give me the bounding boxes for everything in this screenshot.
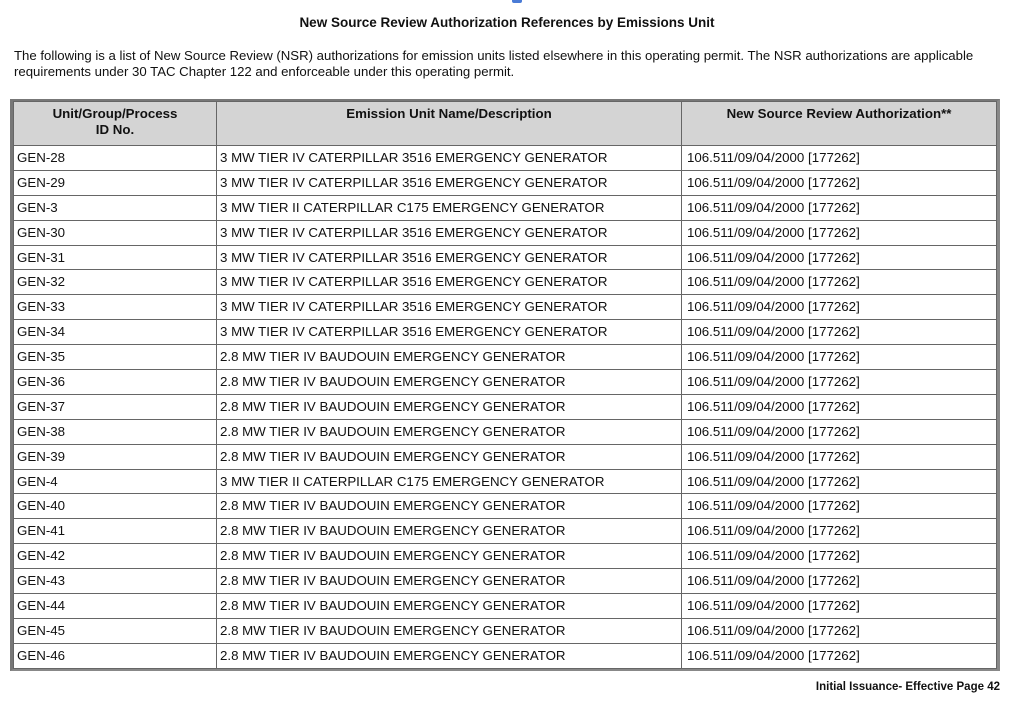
document-title: New Source Review Authorization References by Emissions Unit <box>299 15 715 30</box>
authorization-cell: 106.511/09/04/2000 [177262] <box>682 270 997 295</box>
authorization-cell: 106.511/09/04/2000 [177262] <box>682 370 997 395</box>
table-row <box>14 295 997 320</box>
authorization-table <box>13 101 997 669</box>
description-cell: 2.8 MW TIER IV BAUDOUIN EMERGENCY GENERATOR <box>217 345 682 370</box>
authorization-cell: 106.511/09/04/2000 [177262] <box>682 220 997 245</box>
table-row <box>14 569 997 594</box>
authorization-cell: 106.511/09/04/2000 [177262] <box>682 345 997 370</box>
unit-id-cell: GEN-40 <box>14 494 217 519</box>
unit-id-cell: GEN-31 <box>14 245 217 270</box>
description-cell: 3 MW TIER II CATERPILLAR C175 EMERGENCY GENERATOR <box>217 469 682 494</box>
unit-id-cell: GEN-45 <box>14 618 217 643</box>
unit-id-cell: GEN-43 <box>14 569 217 594</box>
description-cell: 3 MW TIER IV CATERPILLAR 3516 EMERGENCY GENERATOR <box>217 220 682 245</box>
header-unit-id <box>14 102 217 146</box>
page-footer: Initial Issuance- Effective Page 42 <box>815 681 1000 693</box>
description-cell: 2.8 MW TIER IV BAUDOUIN EMERGENCY GENERATOR <box>217 569 682 594</box>
table-row <box>14 220 997 245</box>
table-row <box>14 146 997 171</box>
unit-id-cell: GEN-42 <box>14 544 217 569</box>
description-cell: 3 MW TIER IV CATERPILLAR 3516 EMERGENCY GENERATOR <box>217 295 682 320</box>
unit-id-cell: GEN-41 <box>14 519 217 544</box>
authorization-cell: 106.511/09/04/2000 [177262] <box>682 469 997 494</box>
unit-id-cell: GEN-38 <box>14 419 217 444</box>
table-row <box>14 469 997 494</box>
table-row <box>14 544 997 569</box>
unit-id-cell: GEN-30 <box>14 220 217 245</box>
description-cell: 3 MW TIER IV CATERPILLAR 3516 EMERGENCY GENERATOR <box>217 320 682 345</box>
unit-id-cell: GEN-46 <box>14 643 217 668</box>
description-cell: 3 MW TIER II CATERPILLAR C175 EMERGENCY GENERATOR <box>217 195 682 220</box>
table-row <box>14 494 997 519</box>
table-row <box>14 394 997 419</box>
unit-id-cell: GEN-4 <box>14 469 217 494</box>
description-cell: 3 MW TIER IV CATERPILLAR 3516 EMERGENCY GENERATOR <box>217 170 682 195</box>
description-cell: 3 MW TIER IV CATERPILLAR 3516 EMERGENCY GENERATOR <box>217 245 682 270</box>
table-header-row <box>14 102 997 146</box>
description-cell: 2.8 MW TIER IV BAUDOUIN EMERGENCY GENERATOR <box>217 544 682 569</box>
authorization-cell: 106.511/09/04/2000 [177262] <box>682 170 997 195</box>
table-row <box>14 643 997 668</box>
authorization-cell: 106.511/09/04/2000 [177262] <box>682 494 997 519</box>
table-row <box>14 195 997 220</box>
unit-id-cell: GEN-28 <box>14 146 217 171</box>
table-row <box>14 245 997 270</box>
header-description: Emission Unit Name/Description <box>217 102 682 146</box>
description-cell: 3 MW TIER IV CATERPILLAR 3516 EMERGENCY GENERATOR <box>217 270 682 295</box>
authorization-cell: 106.511/09/04/2000 [177262] <box>682 444 997 469</box>
table-row <box>14 320 997 345</box>
table-row <box>14 594 997 619</box>
table-body <box>14 146 997 669</box>
nsr-authorization-table <box>10 99 1000 671</box>
authorization-cell: 106.511/09/04/2000 [177262] <box>682 394 997 419</box>
description-cell: 3 MW TIER IV CATERPILLAR 3516 EMERGENCY GENERATOR <box>217 146 682 171</box>
description-cell: 2.8 MW TIER IV BAUDOUIN EMERGENCY GENERATOR <box>217 643 682 668</box>
authorization-cell: 106.511/09/04/2000 [177262] <box>682 320 997 345</box>
table-row <box>14 519 997 544</box>
unit-id-cell: GEN-29 <box>14 170 217 195</box>
authorization-cell: 106.511/09/04/2000 [177262] <box>682 594 997 619</box>
unit-id-cell: GEN-3 <box>14 195 217 220</box>
authorization-cell: 106.511/09/04/2000 [177262] <box>682 643 997 668</box>
unit-id-cell: GEN-34 <box>14 320 217 345</box>
description-cell: 2.8 MW TIER IV BAUDOUIN EMERGENCY GENERATOR <box>217 618 682 643</box>
table-row <box>14 270 997 295</box>
authorization-cell: 106.511/09/04/2000 [177262] <box>682 618 997 643</box>
unit-id-cell: GEN-37 <box>14 394 217 419</box>
header-authorization: New Source Review Authorization** <box>682 102 997 146</box>
description-cell: 2.8 MW TIER IV BAUDOUIN EMERGENCY GENERATOR <box>217 370 682 395</box>
unit-id-cell: GEN-33 <box>14 295 217 320</box>
header-unit-id-label: Unit/Group/Process ID No. <box>52 106 178 137</box>
table-row <box>14 419 997 444</box>
unit-id-cell: GEN-35 <box>14 345 217 370</box>
authorization-cell: 106.511/09/04/2000 [177262] <box>682 146 997 171</box>
table-row <box>14 170 997 195</box>
authorization-cell: 106.511/09/04/2000 [177262] <box>682 519 997 544</box>
authorization-cell: 106.511/09/04/2000 [177262] <box>682 295 997 320</box>
table-row <box>14 444 997 469</box>
table-row <box>14 618 997 643</box>
page-top-marker <box>512 0 522 3</box>
intro-paragraph: The following is a list of New Source Review (NSR) authorizations for emission units listed elsewhere in this operating permit. The NSR authorizations are applicable requirements under 30 TAC Chapter 122 and enforceable under this operating permit. <box>14 48 974 79</box>
unit-id-cell: GEN-44 <box>14 594 217 619</box>
authorization-cell: 106.511/09/04/2000 [177262] <box>682 195 997 220</box>
description-cell: 2.8 MW TIER IV BAUDOUIN EMERGENCY GENERATOR <box>217 444 682 469</box>
unit-id-cell: GEN-32 <box>14 270 217 295</box>
description-cell: 2.8 MW TIER IV BAUDOUIN EMERGENCY GENERATOR <box>217 394 682 419</box>
table-row <box>14 370 997 395</box>
table-row <box>14 345 997 370</box>
authorization-cell: 106.511/09/04/2000 [177262] <box>682 419 997 444</box>
authorization-cell: 106.511/09/04/2000 [177262] <box>682 569 997 594</box>
unit-id-cell: GEN-36 <box>14 370 217 395</box>
description-cell: 2.8 MW TIER IV BAUDOUIN EMERGENCY GENERATOR <box>217 519 682 544</box>
authorization-cell: 106.511/09/04/2000 [177262] <box>682 544 997 569</box>
description-cell: 2.8 MW TIER IV BAUDOUIN EMERGENCY GENERATOR <box>217 419 682 444</box>
description-cell: 2.8 MW TIER IV BAUDOUIN EMERGENCY GENERATOR <box>217 594 682 619</box>
description-cell: 2.8 MW TIER IV BAUDOUIN EMERGENCY GENERATOR <box>217 494 682 519</box>
unit-id-cell: GEN-39 <box>14 444 217 469</box>
authorization-cell: 106.511/09/04/2000 [177262] <box>682 245 997 270</box>
